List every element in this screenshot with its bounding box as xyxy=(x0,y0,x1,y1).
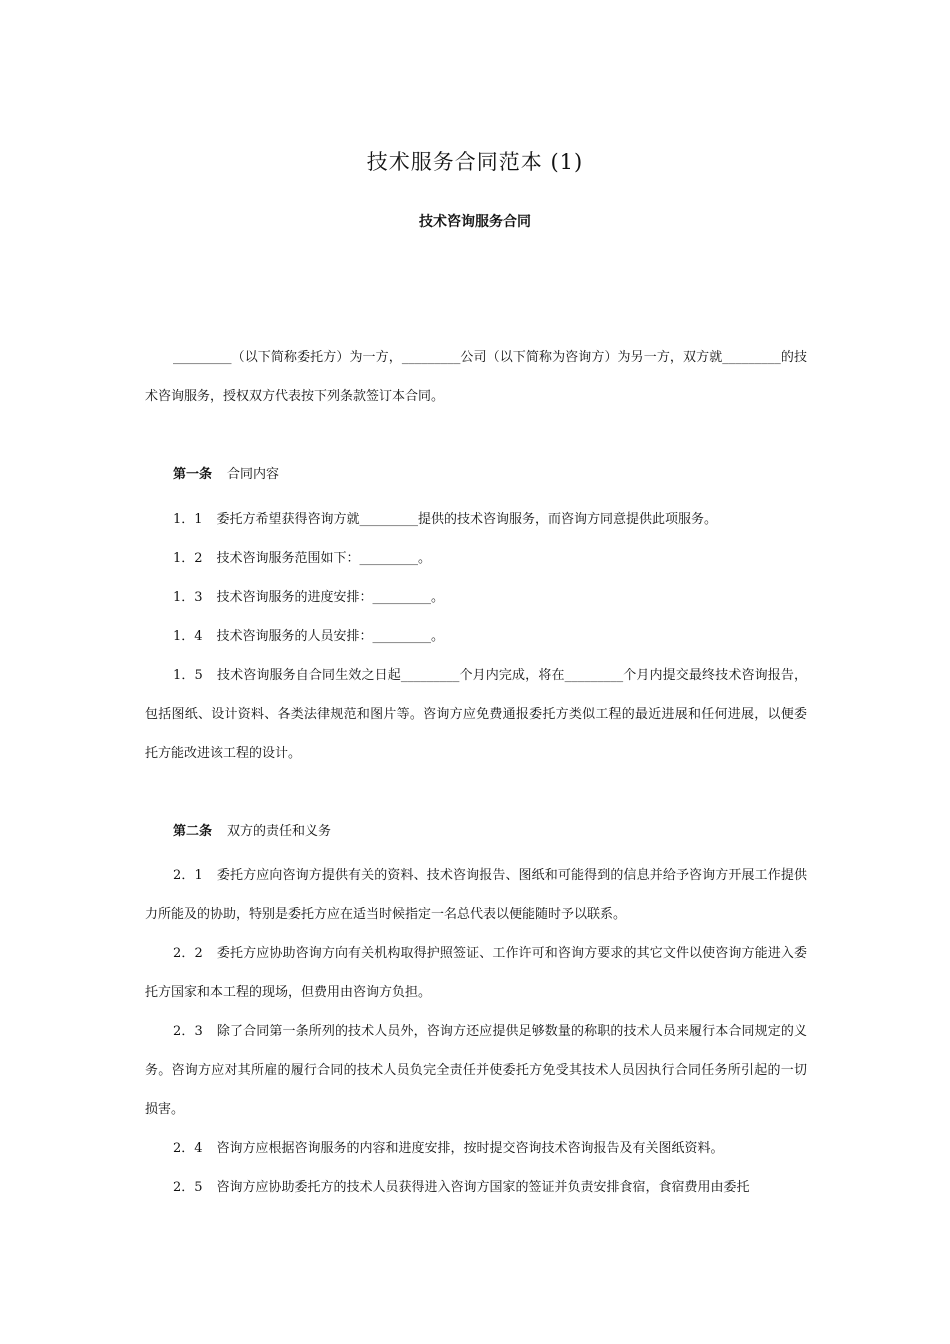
clause-number: 2．3 xyxy=(173,1024,203,1039)
clause-number: 1．4 xyxy=(173,629,203,644)
clause-number: 2．1 xyxy=(173,868,203,883)
section-2-name: 双方的责任和义务 xyxy=(227,824,332,839)
section-1-heading xyxy=(173,463,279,482)
clause-2-1 xyxy=(145,856,807,934)
clause-number: 1．3 xyxy=(173,590,203,605)
clause-2-4 xyxy=(145,1129,807,1168)
clause-text: 除了合同第一条所列的技术人员外，咨询方还应提供足够数量的称职的技术人员来履行本合同规定的义务。咨询方应对其所雇的履行合同的技术人员负完全责任并使委托方免受其技术人员因执行合同任务所引起的一切损害。 xyxy=(145,1024,807,1117)
intro-paragraph: _________（以下简称委托方）为一方，_________公司（以下简称为咨询方）为另一方，双方就_________的技术咨询服务，授权双方代表按下列条款签订本合同。 xyxy=(145,350,807,404)
clause-text: 咨询方应根据咨询服务的内容和进度安排，按时提交咨询技术咨询报告及有关图纸资料。 xyxy=(216,1141,724,1156)
clause-2-3 xyxy=(145,1012,807,1129)
clause-text: 技术咨询服务的进度安排：_________。 xyxy=(216,590,445,605)
clause-1-4 xyxy=(145,617,807,656)
clause-text: 委托方应协助咨询方向有关机构取得护照签证、工作许可和咨询方要求的其它文件以使咨询方能进入委托方国家和本工程的现场，但费用由咨询方负担。 xyxy=(145,946,807,1000)
document-title: 技术服务合同范本 (1) xyxy=(366,150,584,174)
section-2-body xyxy=(145,856,807,1207)
section-2-heading xyxy=(173,820,331,839)
clause-text: 委托方希望获得咨询方就_________提供的技术咨询服务，而咨询方同意提供此项服务。 xyxy=(216,512,718,527)
clause-text: 技术咨询服务范围如下：_________。 xyxy=(216,551,432,566)
clause-1-2 xyxy=(145,539,807,578)
section-2-label: 第二条 xyxy=(173,824,213,839)
clause-1-5 xyxy=(145,656,807,773)
clause-2-5 xyxy=(145,1168,807,1207)
clause-2-2 xyxy=(145,934,807,1012)
clause-1-3 xyxy=(145,578,807,617)
clause-number: 1．1 xyxy=(173,512,203,527)
document-subtitle: 技术咨询服务合同 xyxy=(419,214,531,230)
clause-number: 1．5 xyxy=(173,668,203,683)
clause-number: 2．2 xyxy=(173,946,203,961)
section-1-label: 第一条 xyxy=(173,467,213,482)
clause-text: 委托方应向咨询方提供有关的资料、技术咨询报告、图纸和可能得到的信息并给予咨询方开展工作提供力所能及的协助，特别是委托方应在适当时候指定一名总代表以便能随时予以联系。 xyxy=(145,868,807,922)
clause-text: 咨询方应协助委托方的技术人员获得进入咨询方国家的签证并负责安排食宿，食宿费用由委托 xyxy=(216,1180,750,1195)
section-1-body xyxy=(145,500,807,773)
clause-text: 技术咨询服务自合同生效之日起_________个月内完成，将在_________个月内提交最终技术咨询报告，包括图纸、设计资料、各类法律规范和图片等。咨询方应免费通报委托方类似工程的最近进展和任何进展，以便委托方能改进该工程的设计。 xyxy=(145,668,807,761)
section-1-name: 合同内容 xyxy=(227,467,280,482)
clause-number: 2．5 xyxy=(173,1180,203,1195)
clause-number: 1．2 xyxy=(173,551,203,566)
clause-1-1 xyxy=(145,500,807,539)
clause-text: 技术咨询服务的人员安排：_________。 xyxy=(216,629,445,644)
clause-number: 2．4 xyxy=(173,1141,203,1156)
